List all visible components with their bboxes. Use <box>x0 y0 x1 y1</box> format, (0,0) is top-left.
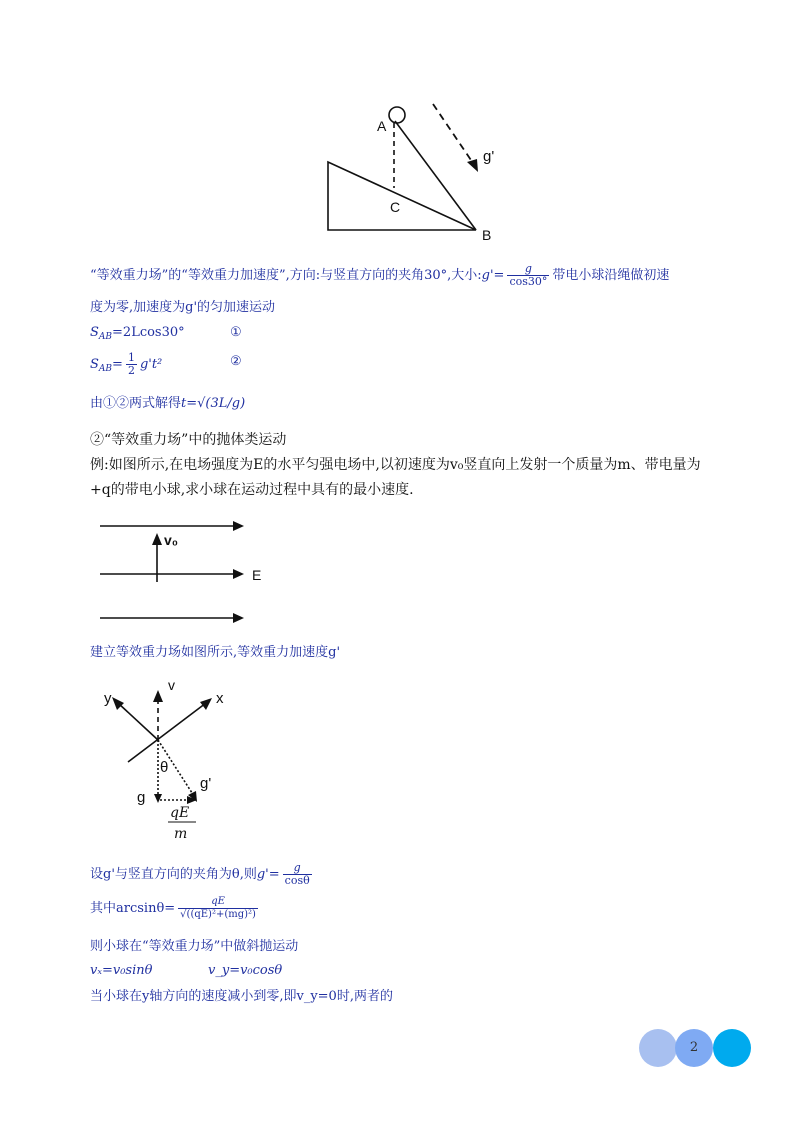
label-m: m <box>174 826 188 842</box>
line-oblique-motion: 则小球在“等效重力场”中做斜抛运动 <box>90 939 299 954</box>
g-arrowhead <box>154 794 162 803</box>
mark-1: ① <box>230 325 242 340</box>
label-g: g <box>137 789 146 806</box>
arrowhead-gprime <box>467 159 478 172</box>
dashed-gprime-arrow <box>433 104 475 166</box>
line-theta-def: 设g'与竖直方向的夹角为θ,则g'= $\frac{g}{\cos\theta}$ <box>90 861 310 887</box>
label-gprime: g' <box>483 148 495 165</box>
axis-x-arrowhead <box>200 698 212 710</box>
equation-2: $S_{AB}=$ $\frac{1}{2}$ g't² ② <box>90 351 242 377</box>
figure-axes <box>0 670 794 850</box>
axis-y-arrowhead <box>112 697 124 710</box>
mark-2: ② <box>230 354 242 369</box>
field-arrow-top <box>233 521 244 531</box>
label-v: v <box>168 677 175 693</box>
line-velocity-components: vₓ=v₀sinθ v_y=v₀cosθ <box>90 963 283 978</box>
label-a: A <box>377 118 387 134</box>
page-number: 2 <box>689 1040 699 1055</box>
label-v0: v₀ <box>164 532 179 548</box>
label-x: x <box>216 690 224 707</box>
string-ab <box>395 121 476 230</box>
label-c: C <box>390 199 401 215</box>
field-arrow-bottom <box>233 613 244 623</box>
figure-electric-field <box>0 500 794 630</box>
circle-right <box>713 1029 751 1067</box>
circle-left <box>639 1029 677 1067</box>
equation-1: $S_{AB}=2Lcos30^\circ$ ① <box>90 325 242 342</box>
line-equivalent-field: 建立等效重力场如图所示,等效重力加速度g' <box>90 645 341 660</box>
field-arrow-mid <box>233 569 244 579</box>
ball-a <box>389 107 405 123</box>
line-equivalent-gravity: “等效重力场”的“等效重力加速度”,方向:与竖直方向的夹角30°,大小:g'= $\frac{g}{\cos 30^\circ}$ 带电小球沿绳做初速 <box>90 262 670 288</box>
line-vy-zero: 当小球在y轴方向的速度减小到零,即v_y=0时,两者的 <box>90 989 393 1004</box>
line-example-cont: +q的带电小球,求小球在运动过程中具有的最小速度. <box>90 482 414 498</box>
v-arrowhead <box>153 690 163 702</box>
line-projectile-heading: ②“等效重力场”中的抛体类运动 <box>90 432 287 448</box>
axis-y <box>118 703 158 740</box>
figure-incline <box>0 0 794 260</box>
label-b: B <box>482 227 492 243</box>
label-y: y <box>104 690 112 707</box>
label-e: E <box>252 567 262 583</box>
triangle-block <box>328 162 476 230</box>
label-qe: qE <box>170 805 190 821</box>
line-solve-t: 由①②两式解得t=√(3L/g) <box>90 396 246 411</box>
line-arcsin: 其中arcsinθ= $\frac{qE}{\text{√((qE)²+(mg)²)}}$ <box>90 896 256 920</box>
label-theta: θ <box>160 759 169 776</box>
line-example: 例:如图所示,在电场强度为E的水平匀强电场中,以初速度为v₀竖直向上发射一个质量为m、带电量为 <box>90 457 701 473</box>
line-uniform-acceleration: 度为零,加速度为g'的匀加速运动 <box>90 300 276 315</box>
velocity-arrowhead <box>152 533 162 545</box>
axis-x <box>128 703 206 762</box>
label-gprime: g' <box>200 775 212 792</box>
